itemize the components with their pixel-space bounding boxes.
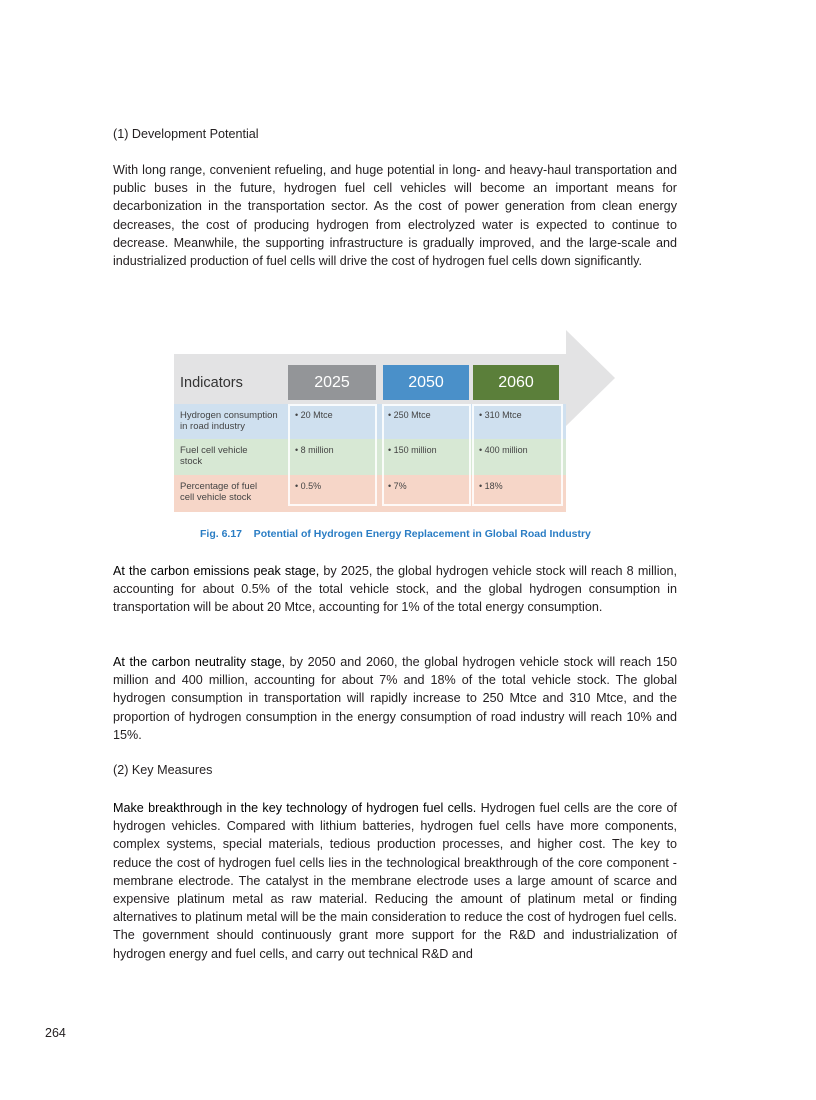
lead-text: At the carbon emissions peak stage, <box>113 564 320 578</box>
section-heading-key-measures: (2) Key Measures <box>113 763 213 777</box>
figure-caption: Fig. 6.17 Potential of Hydrogen Energy Replacement in Global Road Industry <box>200 528 591 540</box>
paragraph-neutrality-stage: At the carbon neutrality stage, by 2050 and 2060, the global hydrogen vehicle stock will reach 150 million and 400 million, accounting for about 7% and 18% of the total vehicle stock. The global hydrogen consumption in transportation will rapidly increase to 250 Mtce and 310 Mtce, and the proportion of hydrogen consumption in the energy consumption of road industry will reach 10% and 15%. <box>113 655 677 742</box>
column-outline-2060 <box>472 404 563 506</box>
cell-2060: • 310 Mtce <box>479 410 522 420</box>
year-header-2025: 2025 <box>288 365 376 400</box>
cell-2050: • 150 million <box>388 445 437 455</box>
paragraph-development: With long range, convenient refueling, and huge potential in long- and heavy-haul transportation and public buses in the future, hydrogen fuel cell vehicles will become an important means for decarbonization in the transportation sector. As the cost of power generation from clean energy decreases, the cost of producing hydrogen from electrolyzed water is expected to continue to decrease. Meanwhile, the supporting infrastructure is gradually improved, and the large-scale and industrialized production of fuel cells will drive the cost of hydrogen fuel cells down significantly. <box>113 163 677 269</box>
row-label: Hydrogen consumption in road industry <box>180 410 278 432</box>
year-header-2050: 2050 <box>383 365 469 400</box>
indicators-label: Indicators <box>180 375 243 391</box>
paragraph-peak-stage: At the carbon emissions peak stage, by 2025, the global hydrogen vehicle stock will reach 8 million, accounting for about 0.5% of the total vehicle stock, and the global hydrogen consumption in transportation will be about 20 Mtce, accounting for 1% of the total energy consumption. <box>113 564 678 615</box>
cell-2025: • 0.5% <box>295 481 322 491</box>
year-header-2060: 2060 <box>473 365 559 400</box>
cell-2050: • 250 Mtce <box>388 410 431 420</box>
paragraph-key-technology: Make breakthrough in the key technology of hydrogen fuel cells. Hydrogen fuel cells are the core of hydrogen vehicles. Compared with lithium batteries, hydrogen fuel cells have more components, complex systems, special materials, tedious production processes, and higher cost. The key to reduce the cost of hydrogen fuel cells lies in the technological breakthrough of the core component - membrane electrode. The catalyst in the membrane electrode uses a large amount of scarce and expensive platinum metal as raw material. Reducing the amount of platinum metal or finding alternatives to platinum metal will be the main consideration to reduce the cost of hydrogen fuel cells. The government should continuously grant more support for the R&D and industrialization of hydrogen energy and fuel cells, and carry out technical R&D and <box>113 801 678 961</box>
lead-text: At the carbon neutrality stage, <box>113 655 285 669</box>
cell-2025: • 20 Mtce <box>295 410 333 420</box>
column-outline-2050 <box>382 404 471 506</box>
lead-text: Make breakthrough in the key technology of hydrogen fuel cells. <box>113 801 477 815</box>
column-outline-2025 <box>288 404 377 506</box>
row-label: Fuel cell vehicle stock <box>180 445 248 467</box>
cell-2050: • 7% <box>388 481 407 491</box>
row-label: Percentage of fuel cell vehicle stock <box>180 481 258 503</box>
cell-2025: • 8 million <box>295 445 334 455</box>
arrow-head <box>566 330 615 426</box>
section-heading-development-potential: (1) Development Potential <box>113 127 259 141</box>
cell-2060: • 400 million <box>479 445 528 455</box>
figure-hydrogen-potential <box>174 330 619 520</box>
page-number: 264 <box>45 1026 66 1040</box>
cell-2060: • 18% <box>479 481 503 491</box>
